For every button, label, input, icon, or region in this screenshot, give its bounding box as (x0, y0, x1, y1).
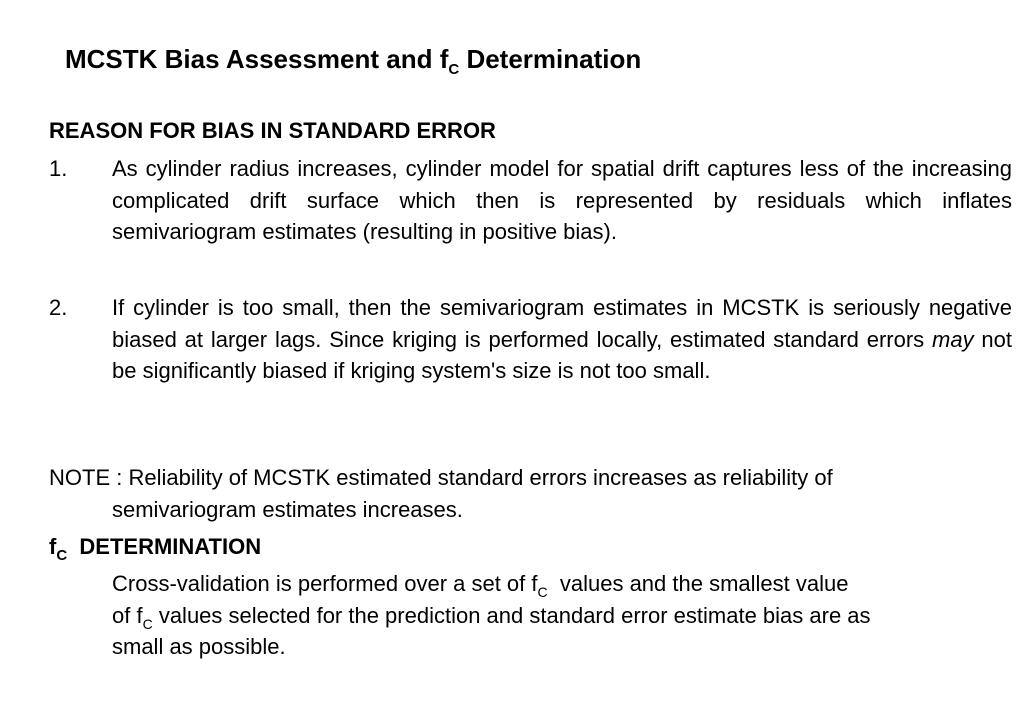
list-item-number: 2. (49, 295, 68, 320)
text-part: Cross-validation is performed over a set of f (112, 571, 538, 596)
note-line: semivariogram estimates increases. (112, 496, 463, 522)
list-item-text (112, 292, 1012, 387)
emphasis-text: may (932, 326, 974, 352)
list-item-text: As cylinder radius increases, cylinder model for spatial drift captures less of the increasing complicated drift surface which then is represented by residuals which inflates semivariogram estimates (resulting in positive bias). (112, 156, 1012, 244)
heading-subscript: C (56, 547, 68, 564)
subscript: C (142, 615, 153, 632)
section-heading-bias-reason: REASON FOR BIAS IN STANDARD ERROR (49, 118, 496, 143)
paragraph-line (112, 568, 1012, 600)
list-item (49, 292, 1012, 387)
list-item-number: 1. (49, 156, 68, 181)
paragraph-line (112, 600, 1012, 632)
title-suffix: Determination (459, 44, 642, 74)
list-item (49, 153, 1012, 248)
fc-description-paragraph (112, 568, 1012, 663)
title-prefix: MCSTK Bias Assessment and f (65, 44, 449, 74)
heading-prefix: f (49, 534, 57, 559)
note-paragraph (49, 462, 1012, 525)
text-part: values selected for the prediction and standard error estimate bias are as (152, 602, 871, 628)
heading-suffix: DETERMINATION (67, 534, 262, 559)
section-heading-fc-determination (49, 532, 261, 562)
note-line: NOTE : Reliability of MCSTK estimated standard errors increases as reliability of (49, 465, 833, 490)
paragraph-line: small as possible. (112, 634, 286, 659)
list-item-text-part: not be significantly biased if kriging system's size is not too small. (112, 326, 1012, 383)
text-part: values and the smallest value (547, 571, 849, 596)
list-item-text-part: If cylinder is too small, then the semivariogram estimates in MCSTK is seriously negative biased at larger lags. Since kriging is performed locally, estimated standard errors (112, 295, 1012, 352)
subscript: C (537, 584, 548, 600)
title-subscript: C (448, 61, 460, 78)
page-title (65, 42, 641, 76)
text-part: of f (112, 602, 143, 628)
